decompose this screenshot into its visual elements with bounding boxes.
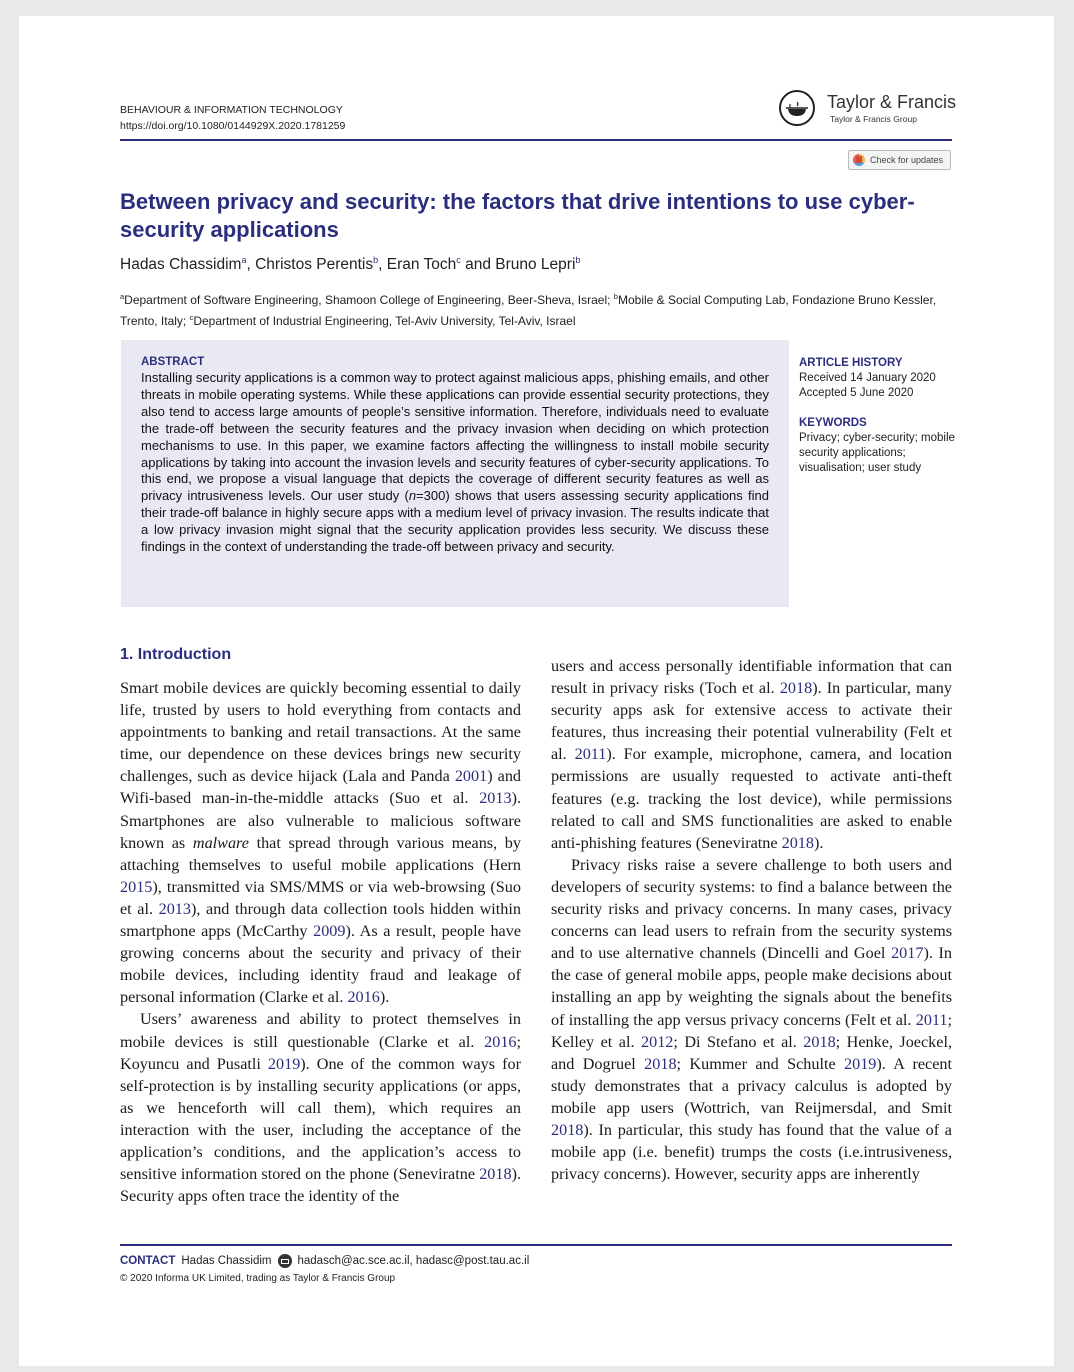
affiliation: Department of Software Engineering, Shamoon College of Engineering, Beer-Sheva, Israel; [124, 293, 614, 307]
affil-mark: b [613, 292, 618, 301]
footer-divider [120, 1244, 952, 1246]
citation-link[interactable]: 2001 [454, 767, 488, 786]
body-column-right [551, 655, 952, 1185]
envelope-icon[interactable] [278, 1254, 292, 1268]
copyright: © 2020 Informa UK Limited, trading as Taylor & Francis Group [120, 1273, 396, 1284]
author-affil-mark[interactable]: b [373, 255, 379, 265]
author-list [120, 255, 580, 274]
citation-link[interactable]: 2018 [479, 1165, 512, 1184]
citation-link[interactable]: 2016 [484, 1032, 517, 1051]
citation-link[interactable]: 2013 [479, 789, 512, 808]
journal-name: BEHAVIOUR & INFORMATION TECHNOLOGY [120, 104, 343, 116]
author-name: Bruno Lepri [495, 256, 576, 274]
citation-link[interactable]: 2019 [844, 1054, 877, 1073]
paragraph: Privacy risks raise a severe challenge to both users and developers of security systems: to find a balance between the security risks and privacy concerns. In many cases, privacy concerns can lead users to refrain from the security systems and to use alternative channels (Dincelli and Goel 2017). In the case of general mobile apps, people make decisions about installing an app by weighting the signals about the benefits of installing the app versus privacy concerns (Felt et al. 2011; Kelley et al. 2012; Di Stefano et al. 2018; Henke, Joeckel, and Dogruel 2018; Kummer and Schulte 2019). A recent study demonstrates that a privacy calculus is adopted by mobile app users (Wottrich, van Reijmersdal, and Smit 2018). In particular, this study has found that the value of a mobile app (i.e. benefit) trumps the costs (i.e.intrusiveness, privacy concerns). However, security apps are inherently [551, 855, 953, 1184]
citation-link[interactable]: 2018 [803, 1032, 836, 1051]
publisher-logo [779, 88, 957, 132]
doi-link[interactable]: https://doi.org/10.1080/0144929X.2020.1781259 [120, 120, 346, 132]
separator: and [460, 256, 496, 274]
lamp-icon [779, 90, 815, 126]
contact-line [120, 1254, 529, 1268]
paragraph: Smart mobile devices are quickly becoming essential to daily life, trusted by users to hold everything from contacts and appointments to banking and retail transactions. At the same time, our dependence on these devices brings new security challenges, such as device hijack (Lala and Panda 2001) and Wifi-based man-in-the-middle attacks (Suo et al. 2013). Smartphones are also vulnerable to malicious software known as malware that spread through various means, by attaching themselves to useful mobile applications (Hern 2015), transmitted via SMS/MMS or via web-browsing (Suo et al. 2013), and through data collection tools hidden within smartphone apps (McCarthy 2009). As a result, people have growing concerns about the security and privacy of their mobile devices, including identity fraud and leakage of personal information (Clarke et al. 2016). [120, 679, 522, 1007]
affil-mark: c [189, 313, 194, 322]
separator: , [378, 256, 387, 274]
paragraph: users and access personally identifiable information that can result in privacy risks (Toch et al. 2018). In particular, many security apps ask for extensive access to activate their features, thus increasing their potential vulnerability (Felt et al. 2011). For example, microphone, camera, and location permissions are usually requested to activate anti-theft features (e.g. tracking the lost device), while permissions related to call and SMS functionalities are asked to enable anti-phishing features (Seneviratne 2018). [551, 657, 952, 852]
affiliation: Department of Industrial Engineering, Tel-Aviv University, Tel-Aviv, Israel [193, 314, 576, 328]
header-divider [120, 139, 952, 141]
citation-link[interactable]: 2018 [781, 833, 814, 852]
citation-link[interactable]: 2017 [891, 944, 924, 963]
citation-link[interactable]: 2019 [267, 1054, 301, 1073]
citation-link[interactable]: 2011 [915, 1010, 948, 1029]
citation-link[interactable]: 2012 [641, 1032, 674, 1051]
abstract-text-part: Installing security applications is a common way to protect against malicious apps, phishing emails, and other threats in mobile operating systems. While these applications can provide essential security protections, they also tend to access large amounts of people’s sensitive information. Therefore, individuals need to evaluate the trade-off between the security features and the privacy invasion when deciding on which protection mechanisms to use. In this paper, we examine factors affecting the willingness to install mobile security applications by taking into account the invasion levels and security features of cyber-security applications. To this end, we propose a visual language that depicts the coverage of different security features as well as privacy intrusiveness levels. Our user study ( [141, 370, 769, 504]
contact-label: CONTACT [120, 1255, 176, 1267]
citation-link[interactable]: 2013 [158, 899, 191, 918]
emphasis: malware [192, 833, 249, 852]
keywords-list: Privacy; cyber-security; mobile security applications; visualisation; user study [799, 432, 955, 474]
abstract-n: n [408, 488, 417, 504]
author-name: Hadas Chassidim [120, 256, 242, 274]
affiliations [120, 288, 955, 330]
article-sidebar [799, 356, 959, 476]
separator: , [246, 256, 256, 274]
citation-link[interactable]: 2018 [551, 1120, 584, 1139]
author-affil-mark[interactable]: c [456, 255, 461, 265]
accepted-date: Accepted 5 June 2020 [799, 387, 914, 399]
affiliation: Mobile & Social Computing Lab, Fondazione Bruno Kessler, Trento, Italy; [120, 293, 937, 328]
paragraph: Users’ awareness and ability to protect themselves in mobile devices is still questionable (Clarke et al. 2016; Koyuncu and Pusatli 2019). One of the common ways for self-protection is by installing security applications (or apps, as we henceforth will call them), which requires an interaction with the user, including the acceptance of the application’s conditions, and the application’s access to sensitive information stored on the phone (Seneviratne 2018). Security apps often trace the identity of the [120, 1010, 521, 1206]
citation-link[interactable]: 2015 [120, 877, 153, 896]
publisher-group: Taylor & Francis Group [830, 114, 917, 124]
crossmark-icon [853, 154, 865, 166]
article-title: Between privacy and security: the factors that drive intentions to use cyber-security applications [120, 189, 915, 242]
check-for-updates-label: Check for updates [870, 155, 944, 165]
section-heading-introduction: 1. Introduction [120, 646, 232, 663]
keywords-heading: KEYWORDS [799, 417, 867, 429]
citation-link[interactable]: 2018 [644, 1054, 677, 1073]
abstract-text [141, 370, 769, 556]
citation-link[interactable]: 2009 [313, 922, 346, 941]
article-history-heading: ARTICLE HISTORY [799, 357, 903, 369]
contact-emails[interactable]: hadasch@ac.sce.ac.il, hadasc@post.tau.ac.il [297, 1255, 530, 1267]
body-column-left [120, 677, 521, 1207]
author-name: Eran Toch [386, 256, 457, 274]
publisher-name: Taylor & Francis [827, 92, 957, 112]
abstract-text-part: =300) shows that users assessing security applications find their trade-off balance in highly secure apps with a medium level of privacy invasion. The results indicate that a low privacy invasion might signal that the security application provides less security. We discuss these findings in the context of understanding the trade-off between privacy and security. [141, 488, 769, 555]
citation-link[interactable]: 2018 [779, 679, 813, 698]
abstract-heading: ABSTRACT [141, 356, 205, 368]
affil-mark: a [120, 292, 125, 301]
received-date: Received 14 January 2020 [799, 372, 936, 384]
citation-link[interactable]: 2011 [574, 745, 607, 764]
paper-page [19, 16, 1054, 1366]
citation-link[interactable]: 2016 [347, 988, 380, 1007]
author-affil-mark[interactable]: b [575, 255, 581, 265]
author-affil-mark[interactable]: a [241, 255, 247, 265]
abstract-box [121, 340, 789, 607]
check-for-updates-button[interactable] [848, 150, 951, 170]
contact-name: Hadas Chassidim [181, 1255, 272, 1267]
author-name: Christos Perentis [255, 256, 374, 274]
